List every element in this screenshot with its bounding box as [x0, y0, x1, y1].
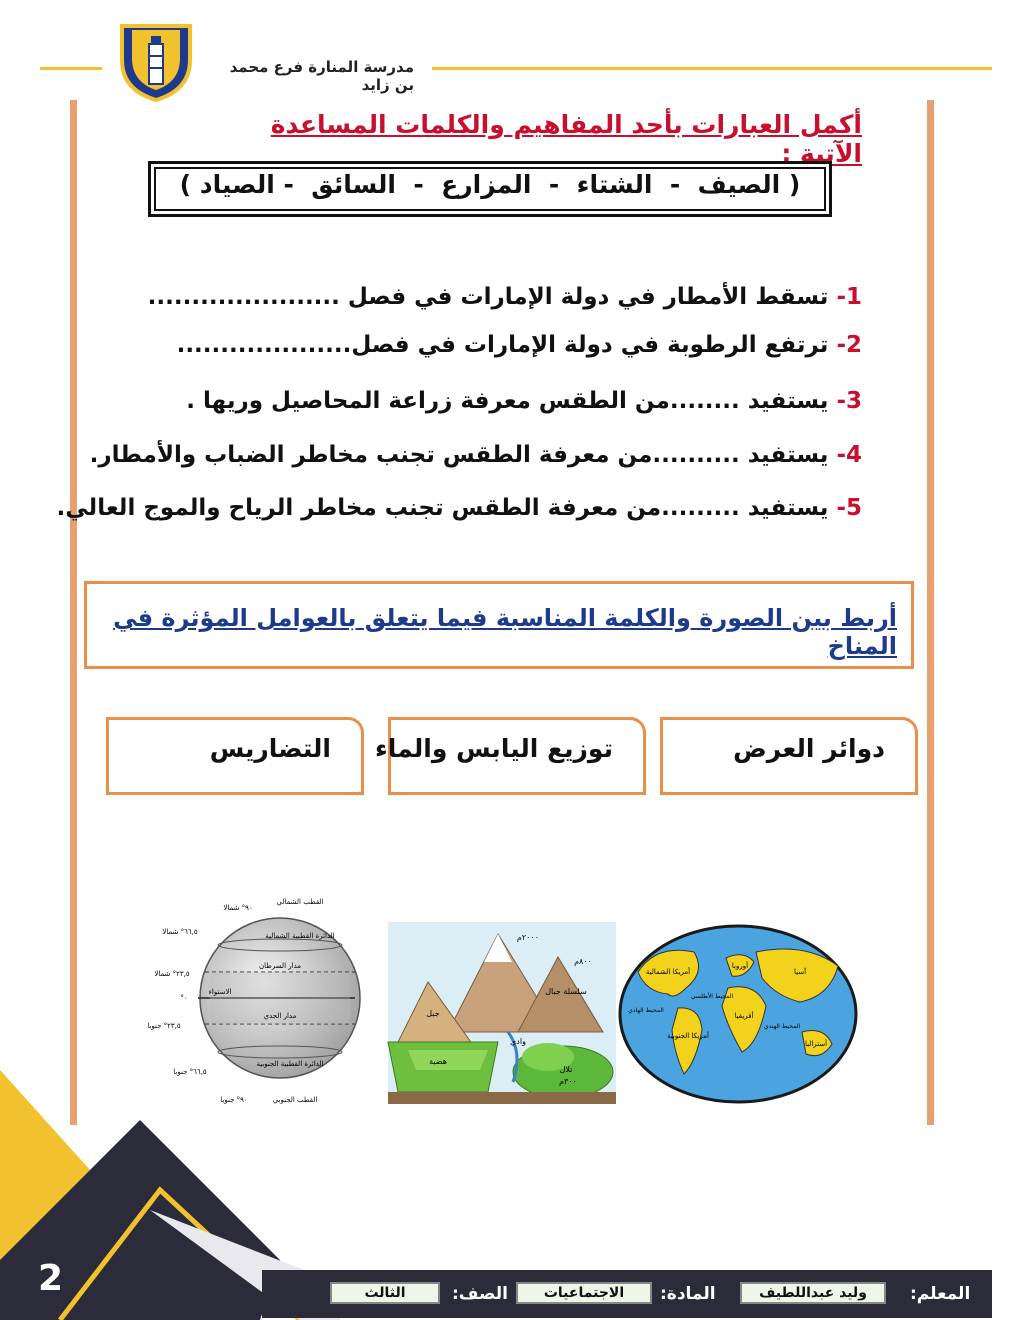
header-line-left	[40, 67, 102, 70]
teacher-name-field: وليد عبداللطيف	[740, 1282, 886, 1304]
globe-label-cancer: مدار السرطان	[258, 962, 302, 970]
section2-title-box	[84, 581, 914, 669]
globe-label-north-pole: القطب الشمالي	[276, 898, 324, 906]
terrain-label-mountain: جبل	[426, 1009, 440, 1018]
page-number: 2	[38, 1258, 64, 1299]
latitude-globe-image	[147, 890, 360, 1110]
question-1: 1- تسقط الأمطار في دولة الإمارات في فصل ......................	[147, 284, 862, 310]
svg-text:٦٦,٥° جنوبا: ٦٦,٥° جنوبا	[173, 1068, 207, 1076]
section2-title: أربط بين الصورة والكلمة المناسبة فيما يتعلق بالعوامل المؤثرة في المناخ	[113, 604, 897, 660]
svg-text:أستراليا: أستراليا	[804, 1040, 828, 1048]
frame-left	[70, 100, 77, 1125]
question-2: 2- ترتفع الرطوبة في دولة الإمارات في فصل....................	[176, 332, 862, 358]
section1-title: أكمل العبارات بأحد المفاهيم والكلمات المساعدة الآتية :	[270, 110, 862, 168]
question-4: 4- يستفيد ..........من معرفة الطقس تجنب مخاطر الضباب والأمطار.	[89, 442, 862, 468]
svg-text:المحيط الهندي: المحيط الهندي	[763, 1023, 801, 1030]
terrain-label-range: سلسلة جبال	[545, 987, 587, 996]
svg-text:٢٠٠٠م: ٢٠٠٠م	[516, 933, 540, 942]
option-terrain: التضاريس	[106, 717, 364, 795]
grade-field: الثالث	[330, 1282, 440, 1304]
svg-text:٢٣,٥° شمالا: ٢٣,٥° شمالا	[154, 970, 190, 978]
globe-label-antarctic: الدائرة القطبية الجنوبية	[256, 1060, 324, 1068]
word-bank-box	[148, 161, 832, 217]
word-bank: ( الصيف - الشتاء - المزارع - السائق - الصياد )	[179, 170, 801, 199]
question-5: 5- يستفيد .........من معرفة الطقس تجنب مخاطر الرياح والموج العالي.	[56, 495, 862, 521]
option-land-water: توزيع اليابس والماء	[388, 717, 646, 795]
svg-text:٩٠° جنوبا: ٩٠° جنوبا	[220, 1096, 248, 1104]
globe-label-equator: الاستواء	[208, 988, 232, 996]
svg-text:٢٣,٥° جنوبا: ٢٣,٥° جنوبا	[147, 1022, 181, 1030]
svg-text:٩٠° شمالا: ٩٠° شمالا	[223, 904, 253, 912]
svg-text:٠°: ٠°	[180, 994, 188, 1002]
teacher-label: المعلم:	[910, 1284, 971, 1304]
school-logo	[118, 20, 194, 102]
school-name: مدرسة المنارة فرع محمد بن زايد	[229, 58, 414, 94]
svg-text:أوروبا: أوروبا	[731, 962, 749, 970]
globe-label-south-pole: القطب الجنوبي	[272, 1096, 318, 1104]
terrain-label-hills: تلال	[559, 1065, 573, 1074]
svg-text:أفريقيا: أفريقيا	[734, 1012, 754, 1020]
option-latitudes: دوائر العرض	[660, 717, 918, 795]
svg-text:أمريكا الجنوبية: أمريكا الجنوبية	[667, 1032, 709, 1040]
svg-text:٦٦,٥° شمالا: ٦٦,٥° شمالا	[162, 928, 198, 936]
grade-label: الصف:	[452, 1284, 509, 1304]
subject-field: الاجتماعيات	[516, 1282, 652, 1304]
frame-right	[927, 100, 934, 1125]
svg-text:المحيط الأطلسي: المحيط الأطلسي	[690, 993, 734, 1000]
terrain-label-plateau: هضبة	[429, 1057, 447, 1066]
svg-text:المحيط الهادي: المحيط الهادي	[628, 1007, 664, 1014]
terrain-label-valley: وادي	[510, 1037, 526, 1046]
svg-text:أمريكا الشمالية: أمريكا الشمالية	[645, 968, 691, 976]
terrain-image	[388, 922, 616, 1104]
subject-label: المادة:	[660, 1284, 716, 1304]
world-map-image	[616, 922, 860, 1106]
svg-text:٨٠٠م: ٨٠٠م	[574, 957, 592, 966]
svg-text:آسيا: آسيا	[793, 968, 807, 976]
question-3: 3- يستفيد ........من الطقس معرفة زراعة المحاصيل وريها .	[186, 388, 862, 414]
svg-text:٣٠٠م: ٣٠٠م	[559, 1077, 577, 1086]
globe-label-arctic: الدائرة القطبية الشمالية	[265, 932, 335, 940]
header-line-right	[432, 67, 992, 70]
globe-label-capricorn: مدار الجدي	[263, 1012, 297, 1020]
